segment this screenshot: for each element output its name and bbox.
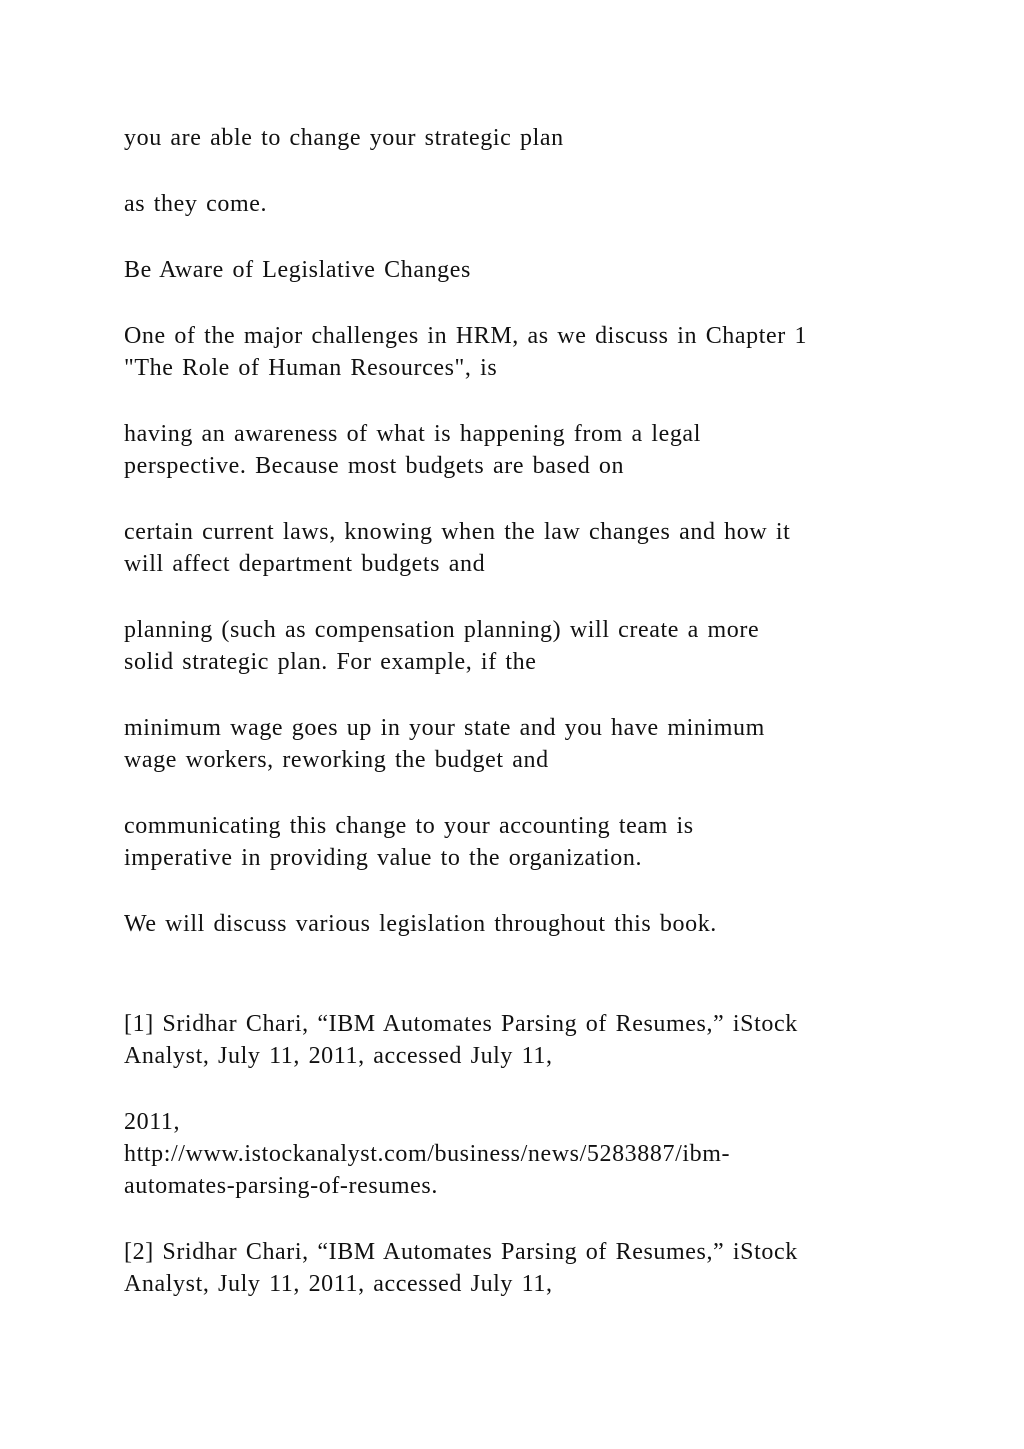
paragraph-text	[124, 188, 924, 220]
paragraph-text	[124, 908, 924, 940]
text-line: communicating this change to your accounting team is	[124, 813, 694, 839]
paragraph-text	[124, 516, 924, 580]
text-line: having an awareness of what is happening from a legal	[124, 421, 701, 447]
heading-line: Be Aware of Legislative Changes	[124, 257, 471, 283]
footnote-line: Analyst, July 11, 2011, accessed July 11,	[124, 1271, 553, 1297]
footnote	[124, 1236, 924, 1300]
text-line: minimum wage goes up in your state and you have minimum	[124, 715, 765, 741]
text-line: "The Role of Human Resources", is	[124, 355, 498, 381]
paragraph-text	[124, 810, 924, 874]
footnote-url-line: http://www.istockanalyst.com/business/news/5283887/ibm-	[124, 1141, 731, 1167]
spacer	[124, 974, 924, 1008]
paragraph-text	[124, 712, 924, 776]
text-line: solid strategic plan. For example, if the	[124, 649, 537, 675]
paragraph-text	[124, 614, 924, 678]
text-line: certain current laws, knowing when the law changes and how it	[124, 519, 791, 545]
footnote-line: [2] Sridhar Chari, “IBM Automates Parsing of Resumes,” iStock	[124, 1239, 798, 1265]
paragraph-text	[124, 320, 924, 384]
footnote-line: [1] Sridhar Chari, “IBM Automates Parsing of Resumes,” iStock	[124, 1011, 798, 1037]
paragraph-text	[124, 418, 924, 482]
text-line: imperative in providing value to the organization.	[124, 845, 643, 871]
footnote-line: 2011,	[124, 1109, 181, 1135]
paragraph-text	[124, 122, 924, 154]
footnote-line: Analyst, July 11, 2011, accessed July 11,	[124, 1043, 553, 1069]
text-line: as they come.	[124, 191, 268, 217]
footnote	[124, 1106, 924, 1202]
section-heading	[124, 254, 924, 286]
document-page	[124, 122, 924, 1334]
text-line: perspective. Because most budgets are based on	[124, 453, 625, 479]
text-line: will affect department budgets and	[124, 551, 486, 577]
text-line: planning (such as compensation planning) will create a more	[124, 617, 760, 643]
footnote	[124, 1008, 924, 1072]
text-line: you are able to change your strategic plan	[124, 125, 564, 151]
text-line: wage workers, reworking the budget and	[124, 747, 549, 773]
footnote-url-line: automates-parsing-of-resumes.	[124, 1173, 438, 1199]
text-line: We will discuss various legislation throughout this book.	[124, 911, 717, 937]
text-line: One of the major challenges in HRM, as we discuss in Chapter 1	[124, 323, 808, 349]
